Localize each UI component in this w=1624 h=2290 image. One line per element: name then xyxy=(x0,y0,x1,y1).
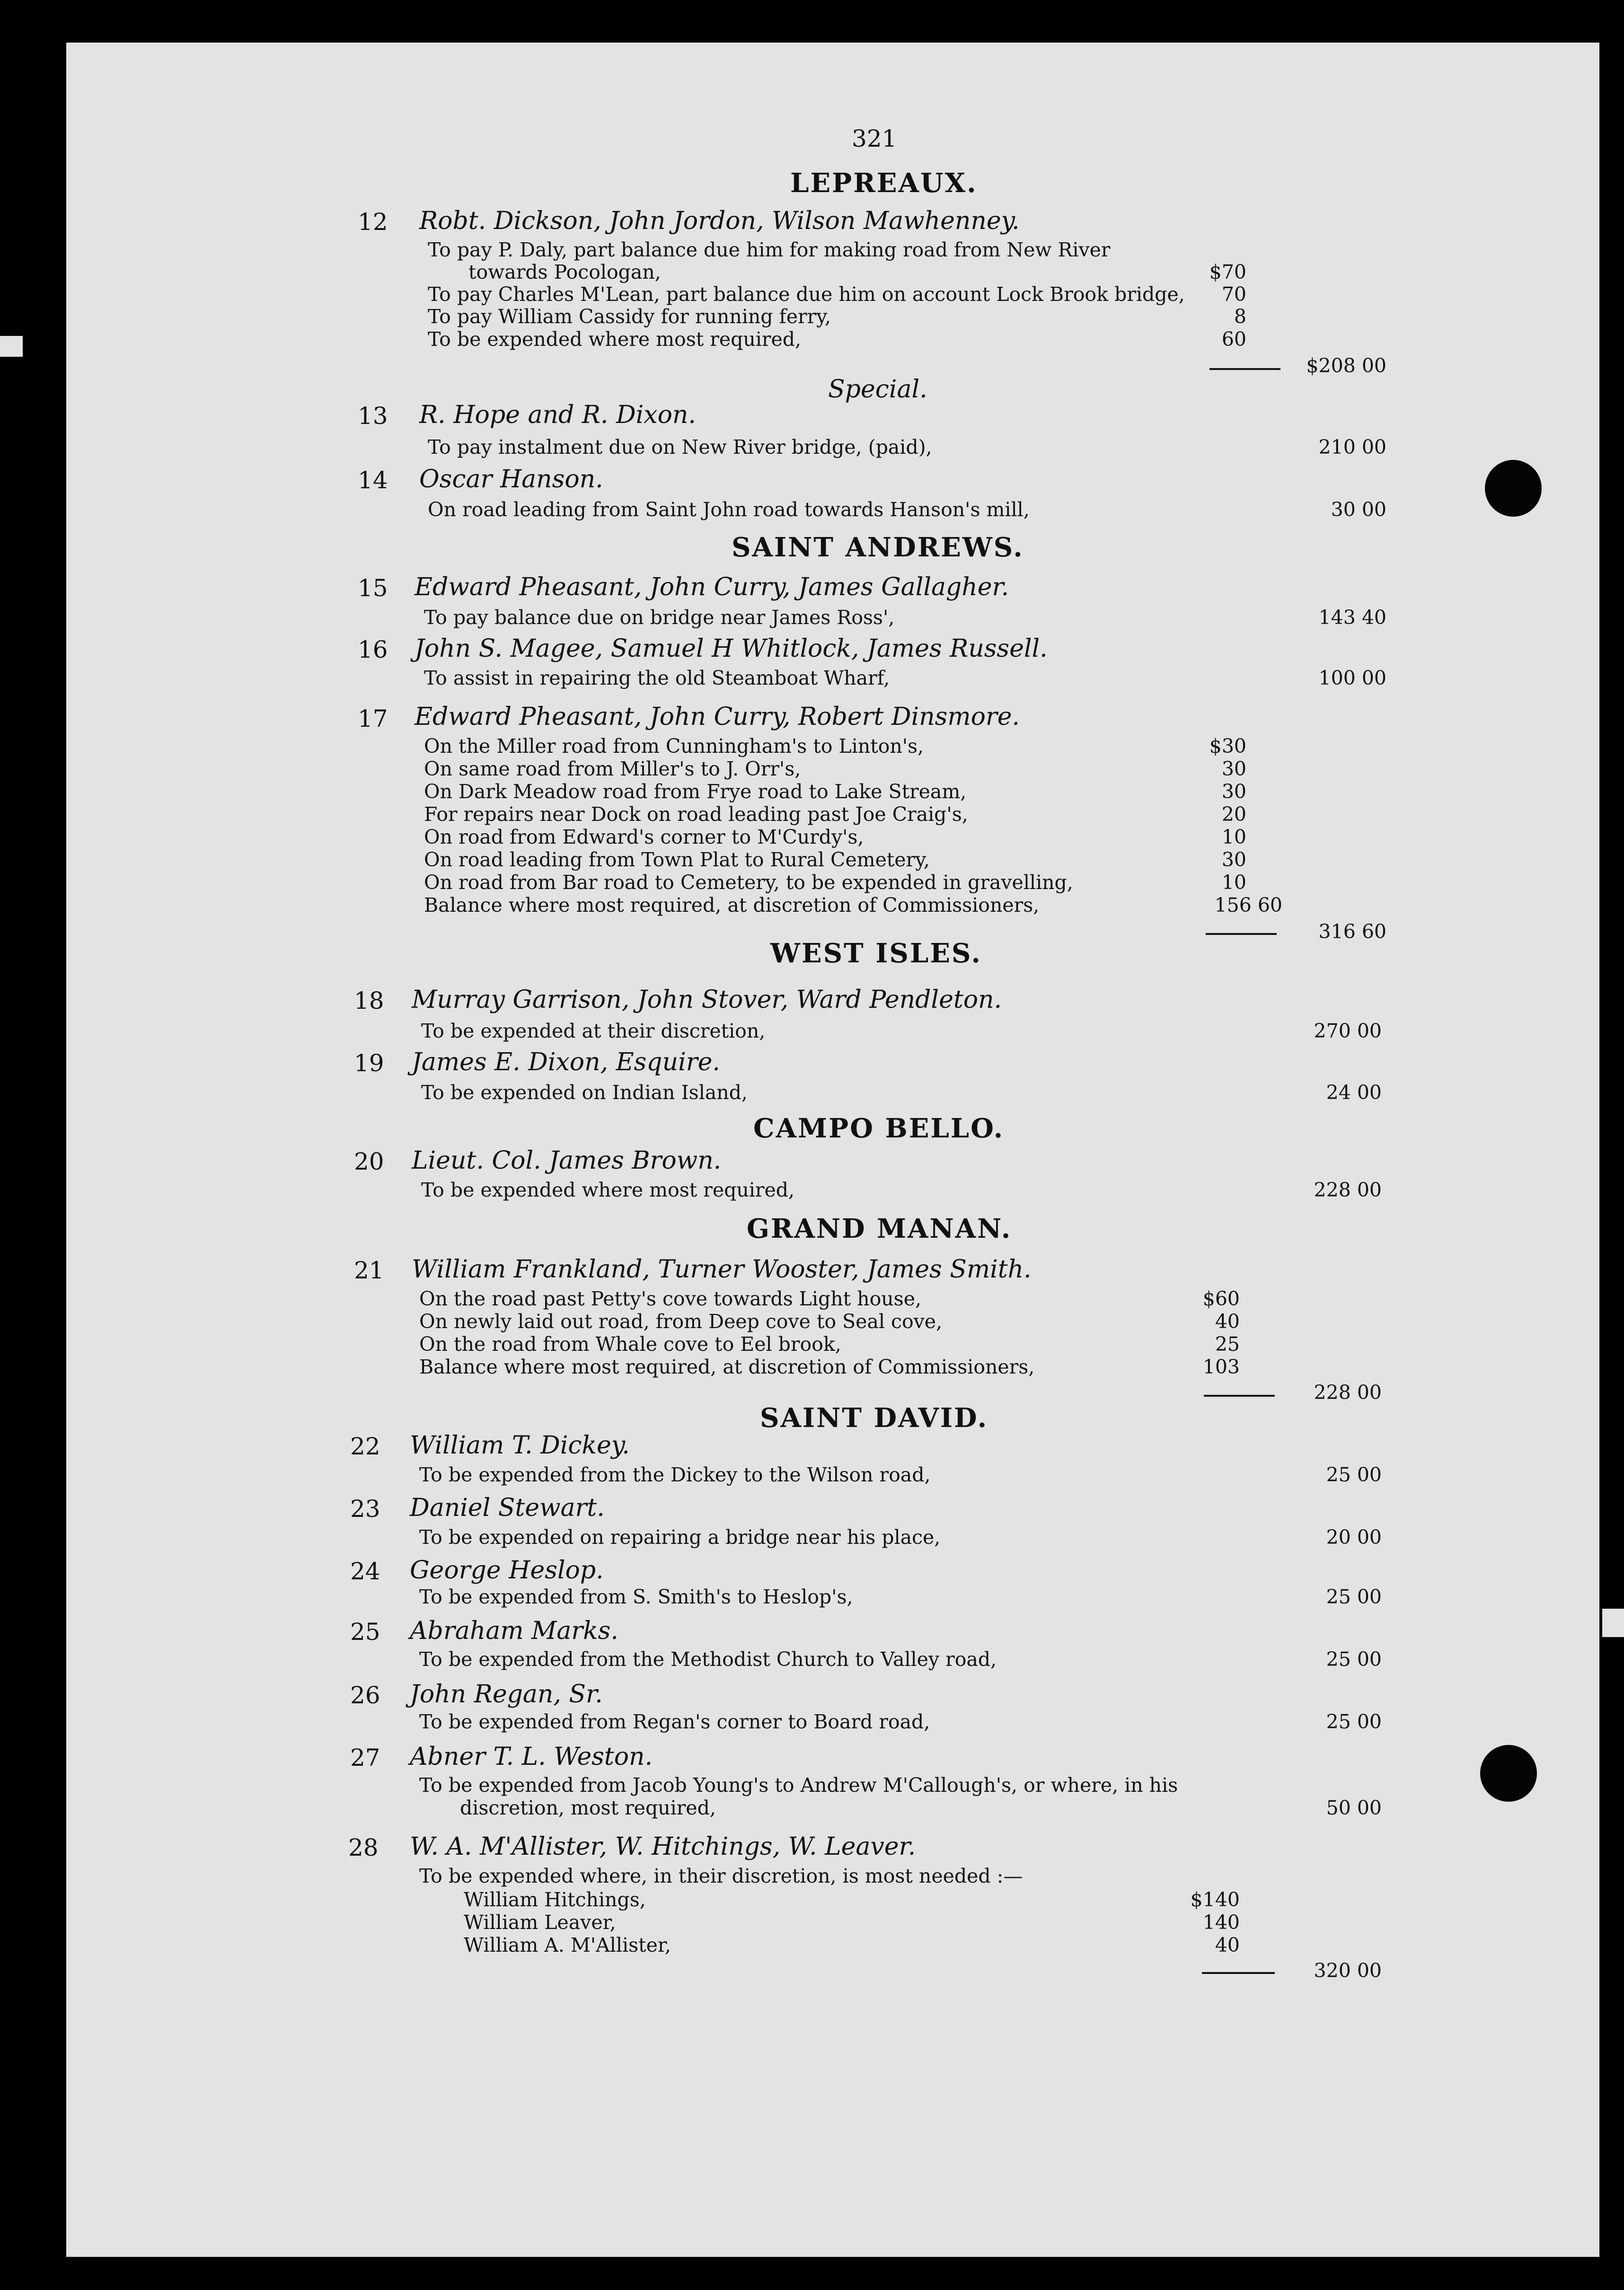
entry-line: For repairs near Dock on road leading past Joe Craig's, xyxy=(424,803,968,826)
line-amount: $30 xyxy=(1209,735,1246,757)
line-amount: 25 xyxy=(1215,1333,1240,1356)
entry-total: 210 00 xyxy=(1318,436,1386,458)
section-heading-special: Special. xyxy=(828,375,927,404)
section-heading-saint-david: SAINT DAVID. xyxy=(760,1402,989,1434)
entry-line: towards Pocologan, xyxy=(468,261,661,283)
entry-line: On road leading from Saint John road towards Hanson's mill, xyxy=(428,498,1030,521)
line-amount: 156 60 xyxy=(1214,894,1282,916)
entry-total: 320 00 xyxy=(1314,1959,1382,1982)
line-amount: 40 xyxy=(1215,1310,1240,1333)
entry-name: Oscar Hanson. xyxy=(419,465,603,493)
entry-line: To pay P. Daly, part balance due him for making road from New River xyxy=(428,238,1111,261)
line-amount: 30 xyxy=(1221,848,1246,871)
entry-name: Abner T. L. Weston. xyxy=(410,1743,653,1771)
entry-total: 25 00 xyxy=(1326,1463,1382,1486)
entry-total: 228 00 xyxy=(1314,1381,1382,1404)
line-amount: 10 xyxy=(1221,826,1246,848)
entry-number: 18 xyxy=(354,987,384,1014)
entry-name: Lieut. Col. James Brown. xyxy=(412,1146,722,1175)
page-tab-left xyxy=(0,336,23,357)
entry-name: W. A. M'Allister, W. Hitchings, W. Leaver. xyxy=(410,1832,916,1861)
line-amount: 30 xyxy=(1221,757,1246,780)
entry-number: 13 xyxy=(358,402,388,430)
entry-number: 14 xyxy=(358,467,388,494)
entry-name: John Regan, Sr. xyxy=(410,1680,603,1709)
entry-number: 17 xyxy=(358,705,388,732)
line-amount: 10 xyxy=(1221,871,1246,894)
entry-name: Edward Pheasant, John Curry, James Gallagher. xyxy=(415,573,1009,601)
entry-total: $208 00 xyxy=(1306,354,1386,377)
entry-name: John S. Magee, Samuel H Whitlock, James Russell. xyxy=(415,634,1048,663)
entry-line: On the Miller road from Cunningham's to Linton's, xyxy=(424,735,924,757)
entry-total: 25 00 xyxy=(1326,1585,1382,1608)
line-amount: 8 xyxy=(1234,305,1246,328)
entry-total: 143 40 xyxy=(1318,606,1386,629)
line-amount: 40 xyxy=(1215,1934,1240,1956)
entry-number: 27 xyxy=(350,1744,380,1771)
entry-name: Robt. Dickson, John Jordon, Wilson Mawhenney. xyxy=(419,207,1020,235)
line-amount: $70 xyxy=(1209,261,1246,283)
entry-line: To be expended from Jacob Young's to Andrew M'Callough's, or where, in his xyxy=(419,1774,1178,1797)
entry-line: On same road from Miller's to J. Orr's, xyxy=(424,757,801,780)
entry-line: William Leaver, xyxy=(464,1911,616,1934)
entry-number: 16 xyxy=(358,636,388,663)
entry-line: On newly laid out road, from Deep cove to Seal cove, xyxy=(419,1310,943,1333)
entry-line: To be expended at their discretion, xyxy=(421,1020,766,1042)
entry-line: To be expended from S. Smith's to Heslop's, xyxy=(419,1585,853,1608)
section-heading-grand-manan: GRAND MANAN. xyxy=(747,1213,1012,1244)
entry-line: To be expended on Indian Island, xyxy=(421,1081,748,1104)
entry-total: 25 00 xyxy=(1326,1710,1382,1733)
entry-line: On Dark Meadow road from Frye road to Lake Stream, xyxy=(424,780,967,803)
line-amount: 103 xyxy=(1202,1356,1240,1378)
section-heading-saint-andrews: SAINT ANDREWS. xyxy=(732,532,1024,563)
entry-name: Abraham Marks. xyxy=(410,1617,618,1645)
entry-name: Murray Garrison, John Stover, Ward Pendleton. xyxy=(412,986,1002,1014)
entry-line: William A. M'Allister, xyxy=(464,1934,671,1956)
entry-total: 228 00 xyxy=(1314,1179,1382,1201)
line-amount: 140 xyxy=(1202,1911,1240,1934)
entry-number: 23 xyxy=(350,1495,380,1523)
section-heading-west-isles: WEST ISLES. xyxy=(770,938,982,969)
entry-name: George Heslop. xyxy=(410,1556,604,1585)
entry-number: 26 xyxy=(350,1682,380,1709)
entry-total: 100 00 xyxy=(1318,667,1386,689)
entry-number: 24 xyxy=(350,1558,380,1585)
entry-line: To be expended on repairing a bridge near his place, xyxy=(419,1526,941,1549)
entry-line: On the road past Petty's cove towards Light house, xyxy=(419,1287,921,1310)
entry-number: 20 xyxy=(354,1148,384,1175)
entry-name: James E. Dixon, Esquire. xyxy=(412,1048,720,1076)
line-amount: $60 xyxy=(1202,1287,1240,1310)
entry-line: On road from Edward's corner to M'Curdy's, xyxy=(424,826,864,848)
entry-number: 25 xyxy=(350,1618,380,1646)
line-amount: 70 xyxy=(1221,283,1246,306)
entry-number: 21 xyxy=(354,1257,384,1284)
line-amount: $140 xyxy=(1190,1888,1240,1911)
entry-total: 316 60 xyxy=(1318,920,1386,943)
line-amount: 30 xyxy=(1221,780,1246,803)
entry-line: To pay instalment due on New River bridge, (paid), xyxy=(428,436,932,458)
page-number: 321 xyxy=(852,125,897,152)
entry-line: On road leading from Town Plat to Rural Cemetery, xyxy=(424,848,930,871)
entry-line: To pay balance due on bridge near James Ross', xyxy=(424,606,895,629)
entry-line: To be expended from the Methodist Church to Valley road, xyxy=(419,1648,997,1671)
punch-hole-top xyxy=(1485,460,1542,517)
section-heading-lepreaux: LEPREAUX. xyxy=(790,167,978,199)
entry-line: To be expended where most required, xyxy=(428,328,802,351)
entry-line: To assist in repairing the old Steamboat Wharf, xyxy=(424,667,890,689)
entry-line: To be expended where most required, xyxy=(421,1179,795,1201)
entry-line: discretion, most required, xyxy=(460,1797,716,1819)
entry-total: 25 00 xyxy=(1326,1648,1382,1671)
line-amount: 60 xyxy=(1221,328,1246,351)
entry-line: To be expended where, in their discretion, is most needed :— xyxy=(419,1865,1023,1887)
entry-line: On the road from Whale cove to Eel brook, xyxy=(419,1333,841,1356)
entry-number: 19 xyxy=(354,1049,384,1077)
entry-number: 22 xyxy=(350,1433,380,1460)
entry-name: William Frankland, Turner Wooster, James Smith. xyxy=(412,1255,1032,1284)
entry-total: 20 00 xyxy=(1326,1526,1382,1549)
entry-name: William T. Dickey. xyxy=(410,1431,630,1460)
entry-number: 28 xyxy=(348,1834,379,1861)
entry-total: 24 00 xyxy=(1326,1081,1382,1104)
section-heading-campo-bello: CAMPO BELLO. xyxy=(753,1113,1005,1144)
entry-line: To pay William Cassidy for running ferry, xyxy=(428,305,831,328)
entry-line: William Hitchings, xyxy=(464,1888,646,1911)
entry-line: On road from Bar road to Cemetery, to be expended in gravelling, xyxy=(424,871,1073,894)
entry-number: 15 xyxy=(358,574,388,602)
page-tab-right xyxy=(1602,1609,1624,1637)
entry-line: To be expended from the Dickey to the Wilson road, xyxy=(419,1463,931,1486)
entry-name: Daniel Stewart. xyxy=(410,1494,605,1522)
punch-hole-bottom xyxy=(1480,1745,1537,1802)
entry-line: To pay Charles M'Lean, part balance due him on account Lock Brook bridge, xyxy=(428,283,1185,306)
entry-name: Edward Pheasant, John Curry, Robert Dinsmore. xyxy=(415,703,1020,731)
entry-total: 270 00 xyxy=(1314,1020,1382,1042)
entry-line: Balance where most required, at discretion of Commissioners, xyxy=(424,894,1040,916)
entry-name: R. Hope and R. Dixon. xyxy=(419,401,696,429)
entry-total: 50 00 xyxy=(1326,1797,1382,1819)
entry-number: 12 xyxy=(358,208,388,236)
entry-line: Balance where most required, at discretion of Commissioners, xyxy=(419,1356,1035,1378)
entry-line: To be expended from Regan's corner to Board road, xyxy=(419,1710,930,1733)
line-amount: 20 xyxy=(1221,803,1246,826)
entry-total: 30 00 xyxy=(1331,498,1386,521)
